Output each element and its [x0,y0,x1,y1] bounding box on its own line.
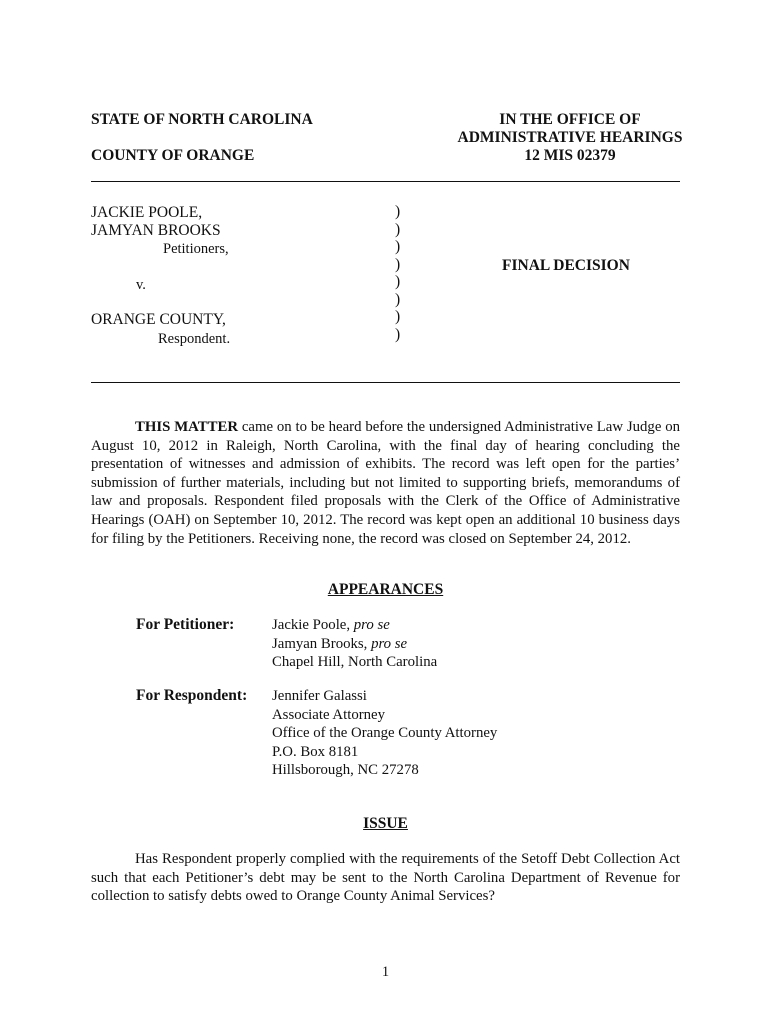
page-number: 1 [381,964,390,980]
respondent-appearance-label: For Respondent: [136,687,248,704]
respondent-label: Respondent. [158,331,231,347]
respondent-counsel-name: Jennifer Galassi [272,688,367,704]
paren: ) [395,325,401,343]
petitioner-counsel-2: Jamyan Brooks, pro se [272,635,408,652]
caption-divider-bottom [91,382,680,383]
paren: ) [395,273,401,290]
appearances-heading: APPEARANCES [327,581,444,598]
respondent-counsel-office: Office of the Orange County Attorney [272,725,498,741]
petitioner-name-2: JAMYAN BROOKS [91,222,221,239]
state-caption: STATE OF NORTH CAROLINA [91,111,313,128]
paren: ) [395,290,401,308]
respondent-counsel-pobox: P.O. Box 8181 [272,743,359,760]
caption-divider-top [91,181,680,182]
paren: ) [395,220,401,238]
caption-parentheses [395,203,400,343]
issue-paragraph: Has Respondent properly complied with the requirements of the Setoff Debt Collection Act such that each Petitioner’s debt may be sent to the North Carolina Department of Revenue for collection to satisfy debts owed to Orange County Animal Services? [91,851,680,905]
petitioner-name-1: JACKIE POOLE, [91,204,203,221]
respondent-appearance [272,687,497,780]
intro-paragraph [91,418,680,548]
versus: v. [136,277,146,293]
paren: ) [395,238,401,255]
petitioner-city: Chapel Hill, North Carolina [272,654,438,670]
intro-text: came on to be heard before the undersigned Administrative Law Judge on August 10, 2012 in Raleigh, North Carolina, with the final day of hearing concluding the presentation of witnesses and admission of exhibits. The record was left open for the parties’ submission of further materials, including but not limited to supporting briefs, memorandums of law and proposals. Respondent filed proposals with the Clerk of the Office of Administrative Hearings (OAH) on September 10, 2012. The record was kept open an additional 10 business days for filing by the Petitioners. Receiving none, the record was closed on September 24, 2012. [91,419,680,547]
petitioner-appearance-label: For Petitioner: [136,616,235,633]
intro-lead: THIS MATTER [135,419,239,435]
respondent-name: ORANGE COUNTY, [91,311,226,328]
petitioner-appearance [272,616,437,672]
petitioners-label: Petitioners, [163,241,229,257]
paren: ) [395,255,401,273]
office-line-1: IN THE OFFICE OF [499,111,641,128]
document-title: FINAL DECISION [502,257,630,274]
county-caption: COUNTY OF ORANGE [91,147,255,164]
issue-heading: ISSUE [363,815,408,832]
respondent-counsel-title: Associate Attorney [272,706,386,723]
paren: ) [395,308,401,325]
petitioner-counsel-1: Jackie Poole, pro se [272,617,390,633]
respondent-counsel-city: Hillsborough, NC 27278 [272,762,419,778]
paren: ) [395,203,401,220]
case-number: 12 MIS 02379 [524,147,616,164]
office-line-2: ADMINISTRATIVE HEARINGS [457,129,683,146]
